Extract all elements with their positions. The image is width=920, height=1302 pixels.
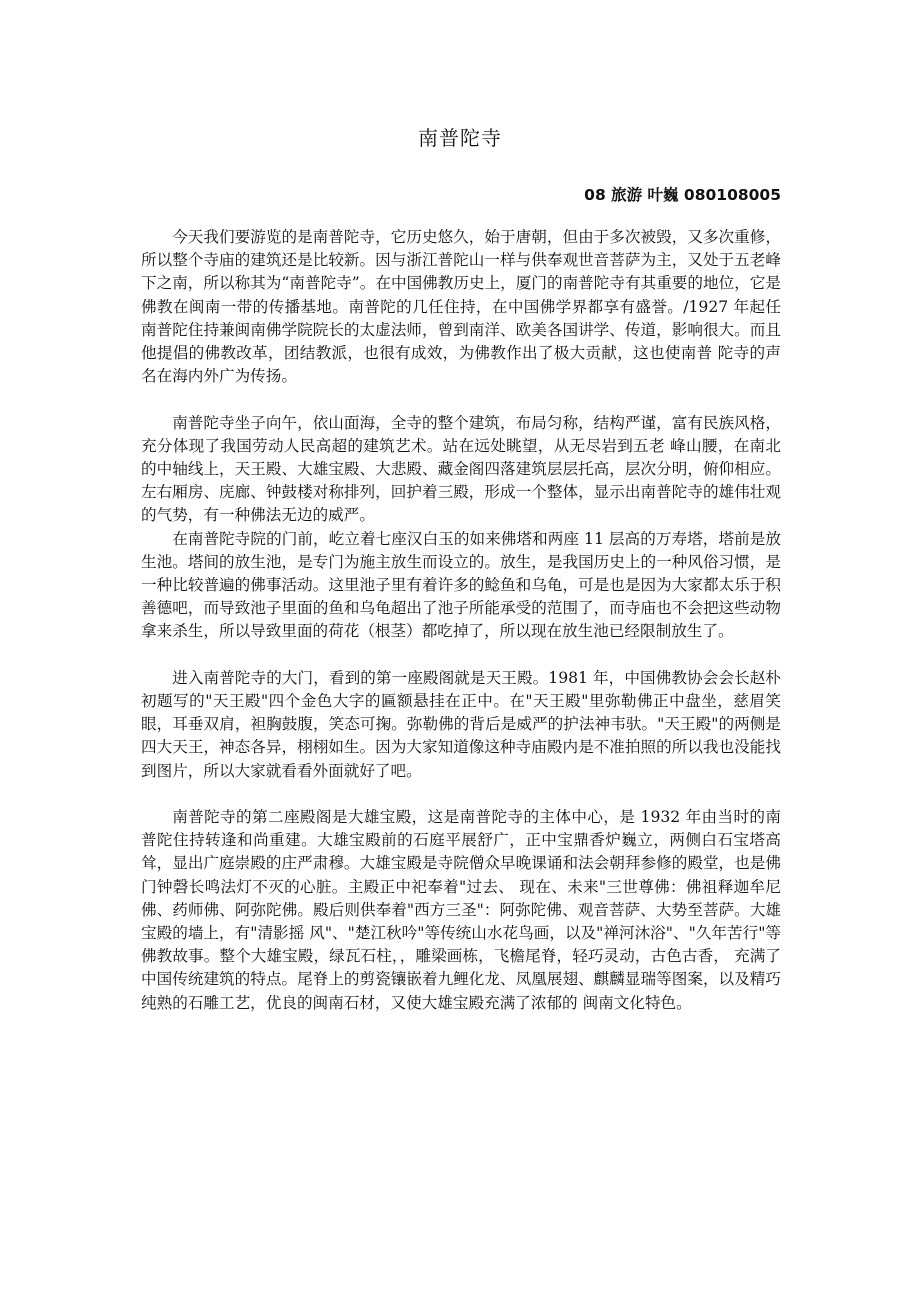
document-body [141, 226, 781, 1015]
paragraph-gap [141, 644, 781, 667]
paragraph-gap [141, 783, 781, 806]
paragraph-release-pond: 在南普陀寺院的门前，屹立着七座汉白玉的如来佛塔和两座 11 层高的万寿塔，塔前是放生池。塔间的放生池，是专门为施主放生而设立的。放生，是我国历史上的一种风俗习惯，是一种比较普遍的佛事活动。这里池子里有着许多的鲶鱼和乌龟，可是也是因为大家都太乐于积善德吧，而导致池子里面的鱼和乌龟超出了池子所能承受的范围了，而寺庙也不会把这些动物拿来杀生，所以导致里面的荷花（根茎）都吃掉了，所以现在放生池已经限制放生了。 [141, 529, 781, 641]
paragraph-main-hall: 南普陀寺的第二座殿阁是大雄宝殿，这是南普陀寺的主体中心，是 1932 年由当时的南普陀住持转逢和尚重建。大雄宝殿前的石庭平展舒广，正中宝鼎香炉巍立，两侧白石宝塔高耸，显出广庭崇殿的庄严肃穆。大雄宝殿是寺院僧众早晚课诵和法会朝拜参修的殿堂，也是佛门钟磬长鸣法灯不灭的心脏。主殿正中祀奉着"过去、 现在、未来"三世尊佛：佛祖释迦牟尼佛、药师佛、阿弥陀佛。殿后则供奉着"西方三圣"：阿弥陀佛、观音菩萨、大势至菩萨。大雄宝殿的墙上，有"清影摇 风"、"楚江秋吟"等传统山水花鸟画，以及"禅河沐浴"、"久年苦行"等佛教故事。整个大雄宝殿，绿瓦石柱，，雕梁画栋，飞檐尾脊，轻巧灵动，古色古香， 充满了中国传统建筑的特点。尾脊上的剪瓷镶嵌着九鲤化龙、凤凰展翅、麒麟显瑞等图案，以及精巧纯熟的石雕工艺，优良的闽南石材，又使大雄宝殿充满了浓郁的 闽南文化特色。 [141, 808, 781, 1012]
paragraph-gap [141, 388, 781, 411]
paragraph-heavenly-kings-hall: 进入南普陀寺的大门，看到的第一座殿阁就是天王殿。1981 年，中国佛教协会会长赵朴初题写的"天王殿"四个金色大字的匾额悬挂在正中。在"天王殿"里弥勒佛正中盘坐，慈眉笑眼，耳垂双肩，袒胸鼓腹，笑态可掬。弥勒佛的背后是威严的护法神韦驮。"天王殿"的两侧是四大天王，神态各异，栩栩如生。因为大家知道像这种寺庙殿内是不准拍照的所以我也没能找到图片，所以大家就看看外面就好了吧。 [141, 668, 781, 780]
paragraph-history: 今天我们要游览的是南普陀寺，它历史悠久，始于唐朝，但由于多次被毁，又多次重修，所以整个寺庙的建筑还是比较新。因与浙江普陀山一样与供奉观世音菩萨为主，又处于五老峰下之南，所以称其为“南普陀寺”。在中国佛教历史上，厦门的南普陀寺有其重要的地位，它是佛教在闽南一带的传播基地。南普陀的几任住持，在中国佛学界都享有盛誉。/1927 年起任南普陀住持兼闽南佛学院院长的太虚法师，曾到南洋、欧美各国讲学、传道，影响很大。而且他提倡的佛教改革，团结教派，也很有成效，为佛教作出了极大贡献，这也使南普 陀寺的声名在海内外广为传扬。 [141, 228, 781, 386]
paragraph-layout: 南普陀寺坐子向午，依山面海，全寺的整个建筑，布局匀称，结构严谨，富有民族风格，充分体现了我国劳动人民高超的建筑艺术。站在远处眺望，从无尽岩到五老 峰山腰，在南北的中轴线上，天王殿、大雄宝殿、大悲殿、藏金阁四落建筑层层托高，层次分明，俯仰相应。左右厢房、庑廊、钟鼓楼对称排列，回护着三殿，形成一个整体，显示出南普陀寺的雄伟壮观的气势，有一种佛法无边的威严。 [141, 413, 781, 525]
author-byline: 08 旅游 叶巍 080108005 [584, 186, 781, 204]
document-title: 南普陀寺 [418, 126, 502, 150]
